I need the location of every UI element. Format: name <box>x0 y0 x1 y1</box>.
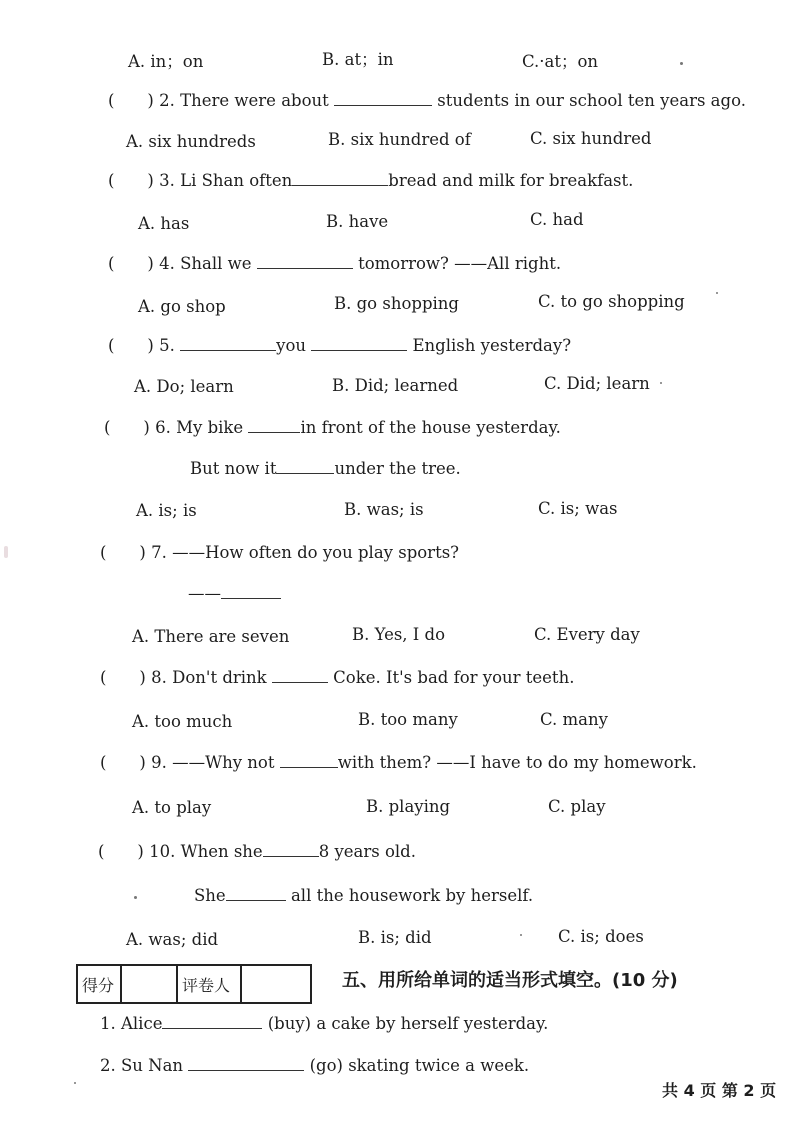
answer-paren[interactable]: ( ) <box>108 254 154 273</box>
q5-option-a: A. Do; learn <box>134 377 234 396</box>
question-6 <box>104 418 561 438</box>
question-2 <box>108 91 746 111</box>
question-text: 7. ——How often do you play sports? <box>151 543 460 562</box>
fill-text: 2. Su Nan <box>100 1056 184 1075</box>
q2-option-b: B. six hundred of <box>328 130 471 149</box>
answer-paren[interactable]: ( ) <box>108 336 154 355</box>
question-text: with them? ——I have to do my homework. <box>337 753 697 772</box>
scan-speck <box>680 62 683 65</box>
q9-option-a: A. to play <box>132 798 212 817</box>
question-text: 10. When she <box>149 842 263 861</box>
fill-text: (buy) a cake by herself yesterday. <box>267 1014 549 1033</box>
question-text: 8. Don't drink <box>151 668 267 687</box>
scan-speck <box>716 292 718 294</box>
score-cell[interactable] <box>121 965 177 1003</box>
q4-option-b: B. go shopping <box>334 294 459 313</box>
q6-option-b: B. was; is <box>344 500 424 519</box>
q7-option-c: C. Every day <box>534 625 640 644</box>
answer-paren[interactable]: ( ) <box>108 91 154 110</box>
q5-option-b: B. Did; learned <box>332 376 459 395</box>
question-6-line-2 <box>190 459 461 479</box>
q7-option-a: A. There are seven <box>132 627 290 646</box>
q3-option-b: B. have <box>326 212 389 231</box>
question-text: Coke. It's bad for your teeth. <box>333 668 575 687</box>
question-9 <box>100 753 697 773</box>
q8-option-b: B. too many <box>358 710 458 729</box>
q6-option-a: A. is; is <box>136 501 197 520</box>
scan-speck <box>660 382 662 384</box>
blank[interactable] <box>280 753 338 768</box>
question-text: you <box>276 336 307 355</box>
question-text: under the tree. <box>334 459 461 478</box>
q1-option-a: A. in；on <box>128 52 204 71</box>
q9-option-c: C. play <box>548 797 606 816</box>
question-text: 9. ——Why not <box>151 753 275 772</box>
q5-option-c: C. Did; learn <box>544 374 650 393</box>
scan-speck <box>134 896 137 899</box>
q1-option-b: B. at；in <box>322 50 394 69</box>
question-7-answer-line <box>188 584 281 604</box>
q4-option-c: C. to go shopping <box>538 292 685 311</box>
q7-option-b: B. Yes, I do <box>352 625 446 644</box>
answer-paren[interactable]: ( ) <box>100 668 146 687</box>
scan-speck <box>74 1082 76 1084</box>
question-5 <box>108 336 571 356</box>
question-3 <box>108 171 633 191</box>
grader-cell[interactable] <box>241 965 311 1003</box>
blank[interactable] <box>292 171 388 186</box>
blank[interactable] <box>334 91 432 106</box>
scan-speck <box>520 934 522 936</box>
question-text: 6. My bike <box>155 418 244 437</box>
q9-option-b: B. playing <box>366 797 451 816</box>
blank[interactable] <box>226 886 286 901</box>
question-text: 5. <box>159 336 175 355</box>
blank[interactable] <box>248 418 300 433</box>
fill-text: (go) skating twice a week. <box>309 1056 530 1075</box>
question-8 <box>100 668 574 688</box>
dash: —— <box>188 584 221 603</box>
blank[interactable] <box>188 1056 304 1071</box>
q10-option-a: A. was; did <box>126 930 219 949</box>
answer-paren[interactable]: ( ) <box>100 753 146 772</box>
score-box <box>76 964 312 1004</box>
grader-label: 评卷人 <box>177 965 241 1003</box>
question-text: bread and milk for breakfast. <box>388 171 634 190</box>
question-text: English yesterday? <box>412 336 572 355</box>
answer-paren[interactable]: ( ) <box>104 418 150 437</box>
question-text: 3. Li Shan often <box>159 171 293 190</box>
question-7 <box>100 543 459 563</box>
page-number: 共 4 页 第 2 页 <box>662 1081 777 1100</box>
blank[interactable] <box>272 668 328 683</box>
scan-mark <box>4 546 8 558</box>
question-10 <box>98 842 416 862</box>
q10-option-c: C. is; does <box>558 927 644 946</box>
q8-option-c: C. many <box>540 710 608 729</box>
section-5-title: 五、用所给单词的适当形式填空。(10 分) <box>342 970 678 991</box>
blank[interactable] <box>263 842 319 857</box>
question-text: students in our school ten years ago. <box>437 91 746 110</box>
q2-option-c: C. six hundred <box>530 129 652 148</box>
question-text: all the housework by herself. <box>290 886 534 905</box>
question-text: 2. There were about <box>159 91 329 110</box>
answer-paren[interactable]: ( ) <box>100 543 146 562</box>
fill-item-2 <box>100 1056 529 1076</box>
question-text: in front of the house yesterday. <box>300 418 561 437</box>
q1-option-c: C.·at；on <box>522 52 599 71</box>
q4-option-a: A. go shop <box>138 297 226 316</box>
question-text: 8 years old. <box>318 842 416 861</box>
blank[interactable] <box>221 584 281 599</box>
q2-option-a: A. six hundreds <box>126 132 256 151</box>
blank[interactable] <box>162 1014 262 1029</box>
question-10-line-2 <box>194 886 533 906</box>
q10-option-b: B. is; did <box>358 928 432 947</box>
blank[interactable] <box>276 459 334 474</box>
answer-paren[interactable]: ( ) <box>108 171 154 190</box>
question-text: But now it <box>190 459 277 478</box>
question-text: 4. Shall we <box>159 254 252 273</box>
q3-option-a: A. has <box>138 214 190 233</box>
blank[interactable] <box>180 336 276 351</box>
q8-option-a: A. too much <box>132 712 233 731</box>
fill-text: 1. Alice <box>100 1014 163 1033</box>
question-text: tomorrow? ——All right. <box>358 254 562 273</box>
score-label: 得分 <box>77 965 121 1003</box>
answer-paren[interactable]: ( ) <box>98 842 144 861</box>
blank[interactable] <box>311 336 407 351</box>
blank[interactable] <box>257 254 353 269</box>
q3-option-c: C. had <box>530 210 584 229</box>
question-text: She <box>194 886 226 905</box>
q6-option-c: C. is; was <box>538 499 618 518</box>
question-4 <box>108 254 561 274</box>
fill-item-1 <box>100 1014 548 1034</box>
